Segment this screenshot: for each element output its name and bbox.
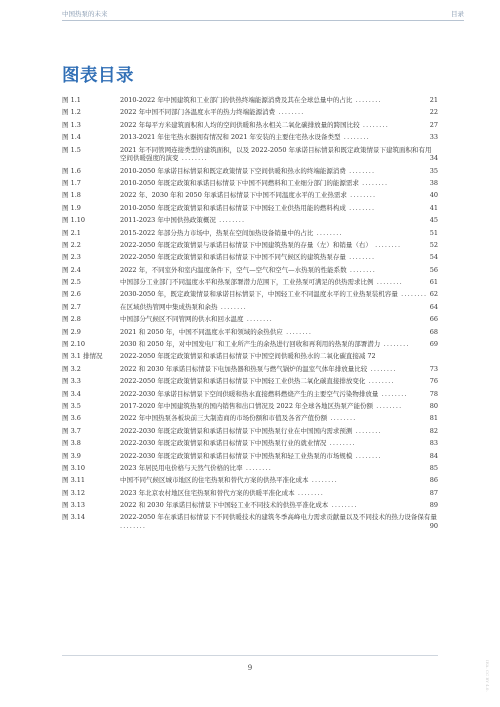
toc-entry-page: 82 bbox=[429, 426, 438, 435]
toc-leader-dots: ........ bbox=[242, 463, 273, 472]
toc-entry[interactable] bbox=[62, 315, 438, 324]
toc-entry-title: 2022-2030 年既定政策情景和承诺目标情景下中国热泵和轻工业热泵的市场规模 bbox=[120, 451, 353, 460]
toc-entry[interactable] bbox=[62, 352, 438, 361]
toc-entry-body bbox=[120, 315, 438, 324]
toc-entry-page: 85 bbox=[429, 463, 438, 472]
toc-entry-number: 图 3.1 排情况 bbox=[62, 352, 103, 361]
toc-entry-title: 2010-2050 年既定政策情景和承诺目标情景下中国轻工业供热用能的燃料构成 bbox=[120, 203, 346, 212]
toc-leader-dots: ........ bbox=[352, 96, 382, 104]
toc-entry-page: 66 bbox=[429, 315, 438, 324]
toc-entry-page: 61 bbox=[429, 278, 438, 287]
toc-entry-title: 2023 年北京农村地区住宅热泵和替代方案的供暖平准化成本 bbox=[120, 488, 295, 497]
toc-entry-number: 图 2.3 bbox=[62, 253, 81, 262]
toc-entry-body bbox=[120, 390, 438, 399]
toc-entry-title: 2022-2050 年既定政策情景和承诺目标情景下中国轻工业供热二氧化碳直接排放变化 bbox=[120, 377, 366, 386]
toc-entry-number: 图 3.9 bbox=[62, 451, 81, 460]
toc-entry-number: 图 3.6 bbox=[62, 414, 81, 423]
toc-entry-body bbox=[120, 253, 438, 262]
toc-entry-page: 78 bbox=[429, 389, 438, 398]
toc-entry-body bbox=[120, 290, 438, 299]
toc-entry[interactable] bbox=[62, 452, 438, 461]
toc-entry-body bbox=[120, 414, 438, 423]
toc-entry-page: 34 bbox=[429, 154, 438, 163]
page-number: 9 bbox=[247, 664, 253, 672]
toc-entry-body bbox=[120, 452, 438, 461]
toc-leader-dots: ........ bbox=[294, 488, 325, 497]
toc-entry-number: 图 2.4 bbox=[62, 265, 81, 274]
toc-entry-number: 图 3.10 bbox=[62, 463, 86, 472]
toc-entry[interactable] bbox=[62, 121, 438, 130]
toc-leader-dots: ........ bbox=[313, 228, 343, 237]
toc-entry[interactable] bbox=[62, 390, 438, 399]
toc-entry-title: 2022-2030 年既定政策情景和承诺目标情景下中国热泵行业的就业情况 bbox=[120, 439, 327, 448]
toc-entry-number: 图 1.10 bbox=[62, 216, 86, 225]
toc-entry[interactable] bbox=[62, 476, 438, 485]
toc-leader-dots: ........ bbox=[178, 154, 208, 163]
toc-leader-dots: ........ bbox=[371, 240, 402, 249]
toc-entry[interactable] bbox=[62, 266, 438, 275]
toc-entry-body bbox=[120, 303, 438, 312]
toc-entry-title: 在区域供热管网中集成热泵和余热 bbox=[120, 302, 218, 311]
toc-leader-dots: ........ bbox=[215, 216, 246, 225]
toc-entry-number: 图 2.9 bbox=[62, 327, 81, 336]
toc-entry-body bbox=[120, 179, 438, 188]
toc-entry-title: 中国不同气候区城市地区的住宅热泵和替代方案的供热平准化成本 bbox=[120, 476, 309, 485]
toc-entry-number: 图 2.1 bbox=[62, 228, 81, 237]
toc-entry-page: 27 bbox=[429, 120, 438, 129]
toc-leader-dots: ........ bbox=[373, 401, 403, 410]
toc-entry[interactable] bbox=[62, 253, 438, 262]
toc-entry-body bbox=[120, 377, 438, 386]
toc-entry-page: 80 bbox=[429, 401, 438, 410]
toc-entry-title: 2022-2030 年承诺目标情景下空间供暖和热水直接燃料燃烧产生的主要空气污染物排放量 bbox=[120, 389, 379, 398]
toc-entry-number: 图 1.8 bbox=[62, 191, 81, 200]
toc-entry-title: 2021 年不同管网连接类型的建筑面积，以及 2022-2050 年承诺目标情景和既定政策情景下建筑面积和有用空间供暖强度的演变 bbox=[120, 145, 432, 163]
toc-entry-number: 图 2.7 bbox=[62, 302, 81, 311]
toc-entry-title: 2023 年居民用电价格与天然气价格的比率 bbox=[120, 463, 243, 472]
toc-entry-title: 2010-2050 年承诺目标情景和既定政策情景下空间供暖和热水的终端能源消费 bbox=[120, 166, 346, 175]
toc-entry-page: 35 bbox=[429, 166, 438, 175]
toc-entry-number: 图 3.5 bbox=[62, 401, 81, 410]
toc-entry-title: 2022 年中国不同部门各温度水平的热力终端能源消费 bbox=[120, 108, 276, 117]
toc-entry[interactable] bbox=[62, 191, 438, 200]
toc-entry-body bbox=[120, 229, 438, 238]
toc-entry-number: 图 1.3 bbox=[62, 120, 81, 129]
toc-entry-body bbox=[120, 121, 438, 130]
toc-entry-page: 68 bbox=[429, 327, 438, 336]
toc-entry[interactable] bbox=[62, 179, 438, 188]
toc-entry-title: 2030 和 2050 年，对中国发电厂和工业所产生的余热进行回收和再利用的热泵的部署潜力 bbox=[120, 340, 381, 349]
toc-entry[interactable] bbox=[62, 229, 438, 238]
figure-list bbox=[62, 96, 438, 534]
toc-entry[interactable] bbox=[62, 513, 438, 530]
toc-entry-page: 40 bbox=[429, 191, 438, 200]
toc-entry-page: 56 bbox=[429, 265, 438, 274]
toc-entry-page: 54 bbox=[429, 253, 438, 262]
toc-entry[interactable] bbox=[62, 96, 438, 105]
toc-leader-dots: ........ bbox=[378, 389, 408, 398]
toc-entry-body bbox=[120, 402, 438, 411]
header-right: 目录 bbox=[451, 10, 464, 18]
toc-entry-page: 84 bbox=[429, 451, 438, 460]
toc-leader-dots: ........ bbox=[365, 377, 395, 386]
toc-entry-body bbox=[120, 108, 438, 117]
toc-entry-body bbox=[120, 241, 438, 250]
toc-entry-body bbox=[120, 146, 438, 163]
toc-entry-body bbox=[120, 96, 438, 105]
toc-leader-dots: ........ bbox=[326, 439, 356, 448]
toc-leader-dots: ........ bbox=[275, 108, 305, 117]
toc-leader-dots: ........ bbox=[358, 178, 389, 187]
toc-entry-page: 38 bbox=[429, 178, 438, 187]
toc-leader-dots: ........ bbox=[282, 327, 313, 336]
toc-entry-page: 64 bbox=[429, 302, 438, 311]
toc-leader-dots: ........ bbox=[327, 414, 357, 423]
toc-entry[interactable] bbox=[62, 216, 438, 225]
toc-leader-dots: ........ bbox=[367, 364, 397, 373]
toc-entry[interactable] bbox=[62, 303, 438, 312]
side-license-code: IEA. CC BY 4.0. bbox=[485, 660, 490, 692]
toc-entry-number: 图 1.5 bbox=[62, 145, 81, 154]
toc-entry-title: 2022-2050 年既定政策情景和承诺目标情景下中国空间供暖和热水的二氧化碳直接减 72 bbox=[120, 352, 376, 361]
toc-entry[interactable] bbox=[62, 439, 438, 448]
toc-entry-page: 51 bbox=[429, 228, 438, 237]
toc-entry-number: 图 1.1 bbox=[62, 96, 81, 104]
toc-entry[interactable] bbox=[62, 402, 438, 411]
toc-entry-body bbox=[120, 476, 438, 485]
toc-entry-body bbox=[120, 328, 438, 337]
header-divider bbox=[62, 20, 464, 21]
toc-entry[interactable] bbox=[62, 377, 438, 386]
toc-entry-number: 图 3.14 bbox=[62, 513, 86, 522]
toc-entry-number: 图 2.8 bbox=[62, 315, 81, 324]
toc-entry-title: 2022-2050 年既定政策情景与承诺目标情景下中国建筑热泵的存量（左）和销量（右） bbox=[120, 240, 372, 249]
toc-entry-number: 图 3.2 bbox=[62, 364, 81, 373]
toc-entry-page: 87 bbox=[429, 488, 438, 497]
toc-entry-title: 中国部分气候区不同管网的供水和回水温度 bbox=[120, 315, 244, 324]
toc-entry-body bbox=[120, 427, 438, 436]
toc-leader-dots: ........ bbox=[359, 120, 390, 129]
toc-leader-dots: ........ bbox=[308, 476, 338, 485]
toc-entry-page: 33 bbox=[429, 133, 438, 142]
toc-entry-title: 2022 年、2030 年和 2050 年承诺目标情景下中国不同温度水平的工业热需求 bbox=[120, 191, 347, 200]
toc-leader-dots: ........ bbox=[352, 451, 382, 460]
toc-entry-number: 图 1.2 bbox=[62, 108, 81, 117]
toc-entry-body bbox=[120, 133, 438, 142]
toc-entry-page: 90 bbox=[429, 522, 438, 531]
toc-leader-dots: ........ bbox=[328, 501, 358, 510]
toc-entry[interactable] bbox=[62, 328, 438, 337]
toc-entry-page: 22 bbox=[429, 108, 438, 117]
toc-leader-dots: ........ bbox=[373, 278, 403, 287]
toc-entry-page: 62 bbox=[429, 290, 438, 299]
toc-entry-number: 图 2.2 bbox=[62, 240, 81, 249]
toc-leader-dots: ........ bbox=[340, 133, 370, 142]
toc-entry[interactable] bbox=[62, 108, 438, 117]
toc-entry-body bbox=[120, 439, 438, 448]
toc-entry-title: 2022 和 2030 年承诺目标情景下中国轻工业不同技术的供热平准化成本 bbox=[120, 501, 329, 510]
toc-entry[interactable] bbox=[62, 146, 438, 163]
toc-leader-dots: ........ bbox=[352, 426, 382, 435]
toc-entry-page: 76 bbox=[429, 377, 438, 386]
toc-leader-dots: ........ bbox=[380, 340, 410, 349]
toc-entry-title: 2022 和 2030 年承诺目标情景下电加热器和热泵与燃气锅炉的温室气体年排放量比较 bbox=[120, 364, 368, 373]
toc-entry-title: 2022-2030 年既定政策情景和承诺目标情景下中国热泵行业在中国国内需求预测 bbox=[120, 426, 353, 435]
toc-entry-title: 2017-2020 年中国建筑热泵的国内销售和出口情况及 2022 年全球各地区热泵产能份额 bbox=[120, 401, 374, 410]
footer-divider bbox=[62, 655, 438, 656]
toc-entry-page: 21 bbox=[429, 96, 438, 104]
toc-leader-dots: ........ bbox=[345, 253, 376, 262]
toc-entry-title: 2013-2021 年住宅热水器拥有情况和 2021 年安装的主要住宅热水设备类型 bbox=[120, 133, 341, 142]
toc-entry[interactable] bbox=[62, 290, 438, 299]
toc-entry-number: 图 3.13 bbox=[62, 501, 86, 510]
toc-entry-page: 86 bbox=[429, 476, 438, 485]
toc-entry[interactable] bbox=[62, 464, 438, 473]
toc-entry-title: 2022 年中国热泵各板块前三大制造商的市场份额和市值及各省产值份额 bbox=[120, 414, 328, 423]
page-header bbox=[62, 6, 464, 20]
toc-entry-page: 69 bbox=[429, 340, 438, 349]
toc-entry-body bbox=[120, 278, 438, 287]
toc-entry-number: 图 1.9 bbox=[62, 203, 81, 212]
toc-entry[interactable] bbox=[62, 489, 438, 498]
toc-entry-number: 图 3.4 bbox=[62, 389, 81, 398]
toc-entry[interactable] bbox=[62, 340, 438, 349]
toc-entry[interactable] bbox=[62, 241, 438, 250]
toc-entry-body bbox=[120, 340, 438, 349]
toc-entry-title: 2022-2050 年既定政策情景和承诺目标情景下中国不同气候区的建筑热泵存量 bbox=[120, 253, 346, 262]
toc-entry-title: 2011-2023 年中国供热政策概况 bbox=[120, 216, 216, 225]
toc-entry-title: 2010-2022 年中国建筑和工业部门的供热终端能源消费及其在全球总量中的占比 bbox=[120, 96, 353, 104]
toc-leader-dots: ........ bbox=[397, 290, 428, 299]
toc-entry-page: 52 bbox=[429, 240, 438, 249]
toc-entry-body bbox=[120, 513, 438, 530]
toc-entry-page: 41 bbox=[429, 203, 438, 212]
toc-entry-number: 图 2.5 bbox=[62, 278, 81, 287]
toc-leader-dots: ........ bbox=[346, 265, 377, 274]
toc-entry-title: 2015-2022 年部分热力市场中，热泵在空间加热设备销量中的占比 bbox=[120, 228, 314, 237]
toc-entry-number: 图 2.6 bbox=[62, 290, 81, 299]
toc-entry[interactable] bbox=[62, 278, 438, 287]
toc-entry-body bbox=[120, 464, 438, 473]
toc-entry-page: 81 bbox=[429, 414, 438, 423]
toc-entry[interactable] bbox=[62, 427, 438, 436]
page-title: 图表目录 bbox=[62, 66, 134, 86]
toc-entry-title: 2021 和 2050 年，中国不同温度水平和领域的余热供应 bbox=[120, 327, 283, 336]
toc-entry[interactable] bbox=[62, 501, 438, 510]
toc-entry-body bbox=[120, 204, 438, 213]
toc-entry-body bbox=[120, 352, 438, 361]
toc-entry[interactable] bbox=[62, 204, 438, 213]
toc-entry-number: 图 3.12 bbox=[62, 488, 86, 497]
toc-entry-number: 图 3.11 bbox=[62, 476, 86, 485]
toc-entry[interactable] bbox=[62, 167, 438, 176]
toc-entry-number: 图 1.4 bbox=[62, 133, 81, 142]
toc-entry-body bbox=[120, 365, 438, 374]
toc-entry-number: 图 1.7 bbox=[62, 178, 81, 187]
toc-entry-body bbox=[120, 501, 438, 510]
toc-entry-number: 图 3.7 bbox=[62, 426, 81, 435]
toc-entry-body bbox=[120, 191, 438, 200]
toc-entry-page: 45 bbox=[429, 216, 438, 225]
toc-entry[interactable] bbox=[62, 414, 438, 423]
toc-entry-page: 89 bbox=[429, 501, 438, 510]
toc-entry-number: 图 1.6 bbox=[62, 166, 81, 175]
toc-entry-body bbox=[120, 167, 438, 176]
toc-entry-title: 2022 年，不同室外和室内温度条件下，空气—空气和空气—水热泵的性能系数 bbox=[120, 265, 347, 274]
toc-leader-dots: ........ bbox=[345, 203, 376, 212]
toc-leader-dots: ........ bbox=[243, 315, 273, 324]
toc-leader-dots: ........ bbox=[120, 522, 147, 531]
toc-entry-page: 73 bbox=[429, 364, 438, 373]
toc-entry-body bbox=[120, 489, 438, 498]
toc-entry-title: 2010-2050 年既定政策和承诺目标情景下中国不同燃料和工业细分部门的能源需求 bbox=[120, 178, 359, 187]
toc-leader-dots: ........ bbox=[217, 302, 247, 311]
toc-entry-title: 中国部分工业部门不同温度水平和热泵部署潜力范围下，工业热泵可满足的供热需求比例 bbox=[120, 278, 374, 287]
toc-entry-number: 图 3.8 bbox=[62, 439, 81, 448]
toc-entry[interactable] bbox=[62, 133, 438, 142]
toc-entry-title: 2022-2050 年在承诺目标情景下不同供暖技术的建筑冬季高峰电力需求贡献量以及不同技术的热力设备保有量 bbox=[120, 513, 437, 522]
toc-entry-page: 83 bbox=[429, 439, 438, 448]
toc-entry-title: 2022 年每平方米建筑面积和人均的空间供暖和热水相关二氧化碳排放量的跨国比较 bbox=[120, 120, 360, 129]
toc-entry-body bbox=[120, 216, 438, 225]
toc-entry-title: 2030-2050 年，既定政策情景和承诺目标情景下，中国轻工业不同温度水平的工业热泵装机容量 bbox=[120, 290, 398, 299]
toc-entry-number: 图 3.3 bbox=[62, 377, 81, 386]
toc-leader-dots: ........ bbox=[346, 191, 377, 200]
toc-entry-number: 图 2.10 bbox=[62, 340, 86, 349]
toc-leader-dots: ........ bbox=[345, 166, 376, 175]
header-left: 中国热泵的未来 bbox=[62, 10, 108, 18]
toc-entry[interactable] bbox=[62, 365, 438, 374]
toc-entry-body bbox=[120, 266, 438, 275]
